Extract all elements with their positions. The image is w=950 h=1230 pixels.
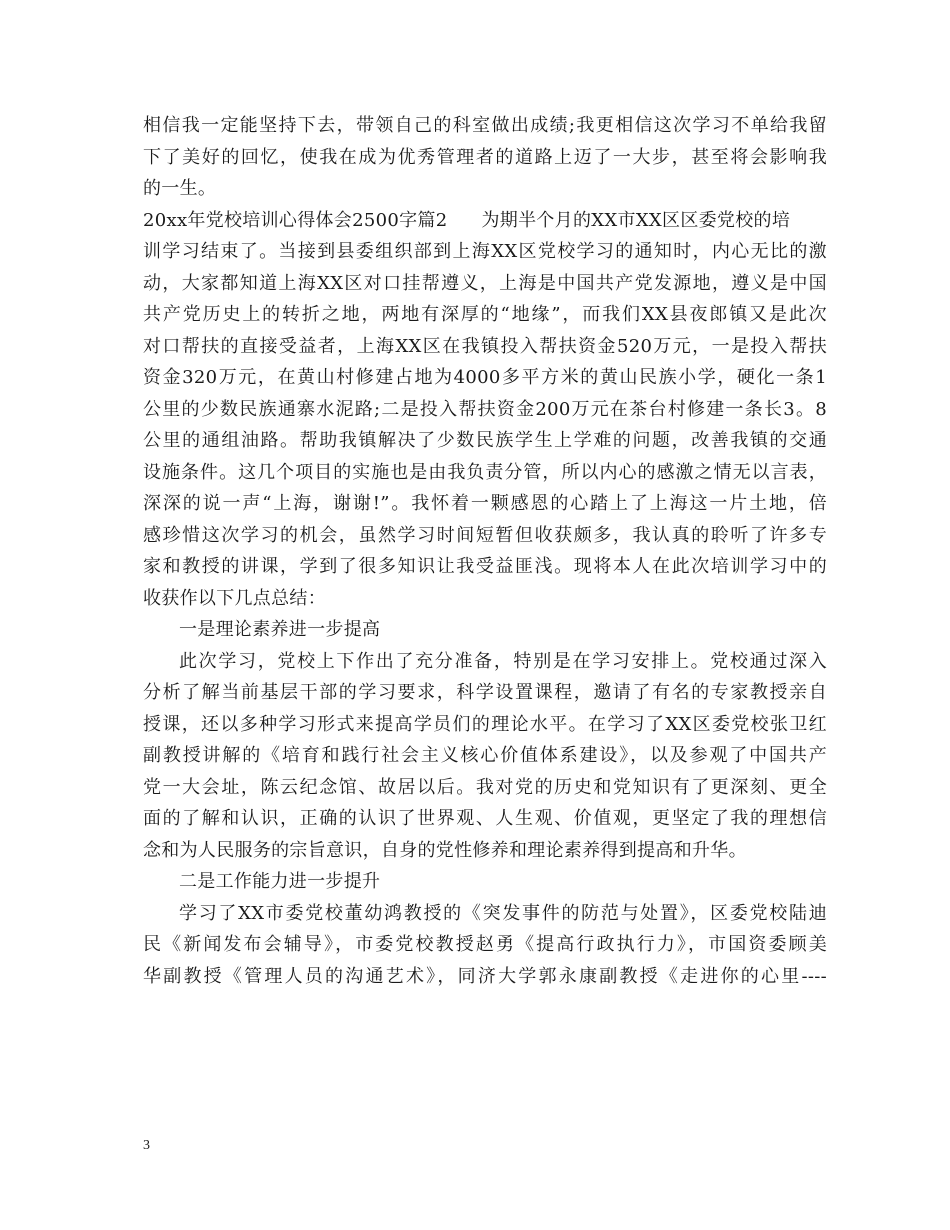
text-line: 相信我一定能坚持下去，带领自己的科室做出成绩;我更相信这次学习不单给我留 <box>143 115 827 136</box>
text-line: 学习了XX市委党校董幼鸿教授的《突发事件的防范与处置》，区委党校陆迪 <box>179 902 827 924</box>
text-line: 为期半个月的XX市XX区区委党校的培 <box>481 209 791 231</box>
text-line: 动，大家都知道上海XX区对口挂帮遵义，上海是中国共产党发源地，遵义是中国 <box>143 272 827 294</box>
text-line: 家和教授的讲课，学到了很多知识让我受益匪浅。现将本人在此次培训学习中的 <box>143 556 827 577</box>
text-line: 分析了解当前基层干部的学习要求，科学设置课程，邀请了有名的专家教授亲自 <box>143 682 827 703</box>
page-number: 3 <box>143 1138 150 1153</box>
text-line: 感珍惜这次学习的机会，虽然学习时间短暂但收获颇多，我认真的聆听了许多专 <box>143 524 827 546</box>
text-line: 公里的少数民族通寨水泥路;二是投入帮扶资金200万元在茶台村修建一条长3。8 <box>143 398 827 420</box>
section-heading: 二是工作能力进一步提升 <box>179 871 381 892</box>
text-line: 对口帮扶的直接受益者，上海XX区在我镇投入帮扶资金520万元，一是投入帮扶 <box>143 335 827 357</box>
text-line: 下了美好的回忆，使我在成为优秀管理者的道路上迈了一大步，甚至将会影响我 <box>143 146 827 168</box>
text-line: 授课，还以多种学习形式来提高学员们的理论水平。在学习了XX区委党校张卫红 <box>143 713 827 735</box>
text-line: 收获作以下几点总结： <box>143 587 326 609</box>
text-line: 共产党历史上的转折之地，两地有深厚的“地缘”，而我们XX县夜郎镇又是此次 <box>143 304 827 325</box>
text-line: 公里的通组油路。帮助我镇解决了少数民族学生上学难的问题，改善我镇的交通 <box>143 430 827 451</box>
text-line: 面的了解和认识，正确的认识了世界观、人生观、价值观，更坚定了我的理想信 <box>143 808 827 829</box>
text-line: 深深的说一声“上海，谢谢!”。我怀着一颗感恩的心踏上了上海这一片土地，倍 <box>143 493 827 514</box>
text-line: 副教授讲解的《培育和践行社会主义核心价值体系建设》，以及参观了中国共产 <box>143 745 827 766</box>
text-line: 资金320万元，在黄山村修建占地为4000多平方米的黄山民族小学，硬化一条1 <box>143 367 827 388</box>
document-body <box>143 110 827 992</box>
section-title-line <box>143 205 827 237</box>
text-line: 设施条件。这几个项目的实施也是由我负责分管，所以内心的感激之情无以言表， <box>143 461 827 483</box>
text-line: 此次学习，党校上下作出了充分准备，特别是在学习安排上。党校通过深入 <box>179 650 827 672</box>
document-title: 20xx年党校培训心得体会2500字篇2 <box>143 209 448 231</box>
section-heading: 一是理论素养进一步提高 <box>179 619 381 640</box>
text-line: 华副教授《管理人员的沟通艺术》，同济大学郭永康副教授《走进你的心里---- <box>143 965 827 987</box>
text-line: 念和为人民服务的宗旨意识，自身的党性修养和理论素养得到提高和升华。 <box>143 839 747 861</box>
text-line: 训学习结束了。当接到县委组织部到上海XX区党校学习的通知时，内心无比的激 <box>143 241 827 262</box>
text-line: 的一生。 <box>143 178 217 199</box>
text-line: 民《新闻发布会辅导》，市委党校教授赵勇《提高行政执行力》，市国资委顾美 <box>143 934 827 955</box>
text-line: 党一大会址，陈云纪念馆、故居以后。我对党的历史和党知识有了更深刻、更全 <box>143 776 827 798</box>
